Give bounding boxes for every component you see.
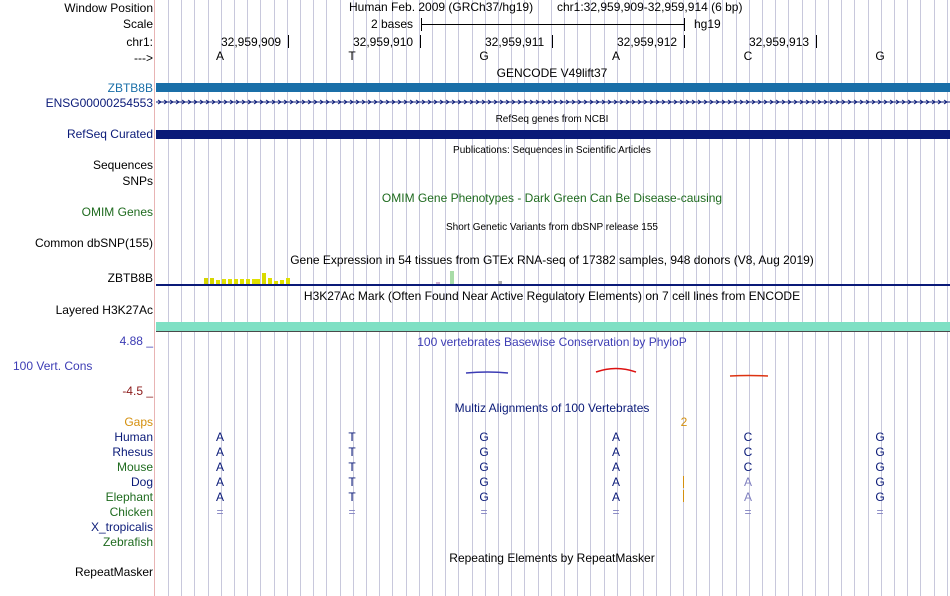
alignment-species-label[interactable]: Zebrafish <box>102 535 153 549</box>
coordinate-label: 32,959,910 <box>353 35 414 49</box>
chrom-label: chr1: <box>126 35 153 49</box>
alignment-base: G <box>875 475 885 489</box>
sequence-base: G <box>479 49 489 63</box>
window-position-label: Window Position <box>64 1 153 15</box>
h3k27ac-track-title: H3K27Ac Mark (Often Found Near Active Regulatory Elements) on 7 cell lines from ENCODE <box>303 289 801 303</box>
sequence-base: A <box>215 49 225 63</box>
gap-marker-dog <box>683 476 684 488</box>
alignment-base: = <box>876 505 884 519</box>
h3k27ac-signal[interactable] <box>156 322 950 331</box>
alignment-base: A <box>743 475 753 489</box>
alignment-species-label[interactable]: Human <box>114 430 153 444</box>
alignment-species-label[interactable]: Chicken <box>109 505 153 519</box>
alignment-base: G <box>875 460 885 474</box>
sequence-base: T <box>348 49 356 63</box>
coordinate-tick <box>684 35 685 48</box>
gaps-label[interactable]: Gaps <box>124 415 153 429</box>
gtex-expression-bars[interactable] <box>156 268 950 284</box>
alignment-base: A <box>611 460 621 474</box>
alignment-species-label[interactable]: Elephant <box>105 490 153 504</box>
coordinate-label: 32,959,911 <box>485 35 545 49</box>
coordinate-tick <box>816 35 817 48</box>
omim-track-title: OMIM Gene Phenotypes - Dark Green Can Be Disease-causing <box>381 191 723 205</box>
gtex-tissue-bar[interactable] <box>262 273 266 284</box>
sequence-base: G <box>875 49 885 63</box>
coordinate-tick <box>288 35 289 48</box>
position-readout: chr1:32,959,909-32,959,914 (6 bp) <box>557 0 743 14</box>
alignment-base: A <box>215 475 225 489</box>
alignment-base: T <box>348 490 356 504</box>
phylop-label[interactable]: 100 Vert. Cons <box>13 359 93 373</box>
gencode-label-ensg[interactable]: ENSG00000254553 <box>45 96 153 110</box>
alignment-base: T <box>348 475 356 489</box>
gencode-track-title: GENCODE V49lift37 <box>496 66 608 80</box>
alignment-base: G <box>875 445 885 459</box>
dbsnp-track-title: Short Genetic Variants from dbSNP release 155 <box>446 222 658 233</box>
alignment-base: T <box>348 430 356 444</box>
alignment-base: = <box>480 505 488 519</box>
publications-label-sequences[interactable]: Sequences <box>92 158 153 172</box>
gtex-label[interactable]: ZBTB8B <box>107 271 153 285</box>
coordinate-label: 32,959,912 <box>617 35 678 49</box>
gencode-ensg-intron[interactable] <box>156 96 950 108</box>
omim-label[interactable]: OMIM Genes <box>81 205 153 219</box>
refseq-label[interactable]: RefSeq Curated <box>66 127 153 141</box>
phylop-track-title: 100 vertebrates Basewise Conservation by PhyloP <box>417 335 687 349</box>
assembly-title: Human Feb. 2009 (GRCh37/hg19) <box>349 0 534 14</box>
alignment-base: A <box>215 445 225 459</box>
alignment-species-label[interactable]: Mouse <box>116 460 153 474</box>
coordinate-label: 32,959,913 <box>749 35 810 49</box>
alignment-base: C <box>743 445 753 459</box>
alignment-base: = <box>348 505 356 519</box>
refseq-track-title: RefSeq genes from NCBI <box>495 114 609 125</box>
alignment-base: G <box>479 430 489 444</box>
coordinate-tick <box>420 35 421 48</box>
db-label: hg19 <box>694 17 721 31</box>
dbsnp-label[interactable]: Common dbSNP(155) <box>34 236 153 250</box>
phylop-signal[interactable] <box>156 362 950 384</box>
alignment-base: = <box>744 505 752 519</box>
alignment-base: A <box>215 460 225 474</box>
alignment-base: G <box>479 460 489 474</box>
h3k27ac-baseline <box>156 331 950 332</box>
phylop-min-label: -4.5 _ <box>122 384 153 398</box>
alignment-base: A <box>215 430 225 444</box>
scale-bar <box>421 24 685 25</box>
publications-track-title: Publications: Sequences in Scientific Articles <box>453 145 651 156</box>
scale-bar-right-tick <box>684 18 685 31</box>
multiz-track-title: Multiz Alignments of 100 Vertebrates <box>454 401 650 415</box>
alignment-base: A <box>611 430 621 444</box>
scale-text: 2 bases <box>371 17 414 31</box>
strand-arrow-label: ---> <box>134 51 153 65</box>
alignment-base: A <box>611 490 621 504</box>
gencode-label-zbtb8b[interactable]: ZBTB8B <box>107 81 153 95</box>
phylop-max-label: 4.88 _ <box>119 334 153 348</box>
sequence-base: A <box>611 49 621 63</box>
publications-label-snps[interactable]: SNPs <box>122 174 153 188</box>
alignment-base: G <box>875 490 885 504</box>
alignment-base: G <box>479 475 489 489</box>
gtex-track-title: Gene Expression in 54 tissues from GTEx RNA-seq of 17382 samples, 948 donors (V8, Aug 2019) <box>290 253 814 267</box>
alignment-base: C <box>743 460 753 474</box>
alignment-species-label[interactable]: X_tropicalis <box>90 520 153 534</box>
alignment-base: A <box>743 490 753 504</box>
gencode-zbtb8b-exon[interactable] <box>156 83 950 92</box>
coordinate-tick <box>552 35 553 48</box>
alignment-species-label[interactable]: Dog <box>130 475 153 489</box>
alignment-base: A <box>215 490 225 504</box>
coordinate-label: 32,959,909 <box>221 35 282 49</box>
alignment-base: G <box>479 445 489 459</box>
gtex-tissue-bar[interactable] <box>450 271 454 284</box>
gtex-baseline <box>156 284 950 286</box>
alignment-species-label[interactable]: Rhesus <box>112 445 153 459</box>
h3k27ac-label[interactable]: Layered H3K27Ac <box>55 303 153 317</box>
alignment-base: A <box>611 475 621 489</box>
alignment-base: = <box>612 505 620 519</box>
alignment-base: A <box>611 445 621 459</box>
sequence-base: C <box>743 49 753 63</box>
alignment-base: G <box>479 490 489 504</box>
alignment-base: G <box>875 430 885 444</box>
gap-marker-elephant <box>683 490 684 502</box>
alignment-base: C <box>743 430 753 444</box>
alignment-base: T <box>348 460 356 474</box>
scale-bar-left-tick <box>421 18 422 31</box>
scale-label: Scale <box>122 17 153 31</box>
alignment-base: T <box>348 445 356 459</box>
alignment-base: = <box>216 505 224 519</box>
refseq-gene-bar[interactable] <box>156 130 950 139</box>
repeatmasker-label[interactable]: RepeatMasker <box>74 565 153 579</box>
repeatmasker-track-title: Repeating Elements by RepeatMasker <box>449 551 655 565</box>
gap-count: 2 <box>680 415 688 429</box>
label-divider <box>154 0 155 596</box>
